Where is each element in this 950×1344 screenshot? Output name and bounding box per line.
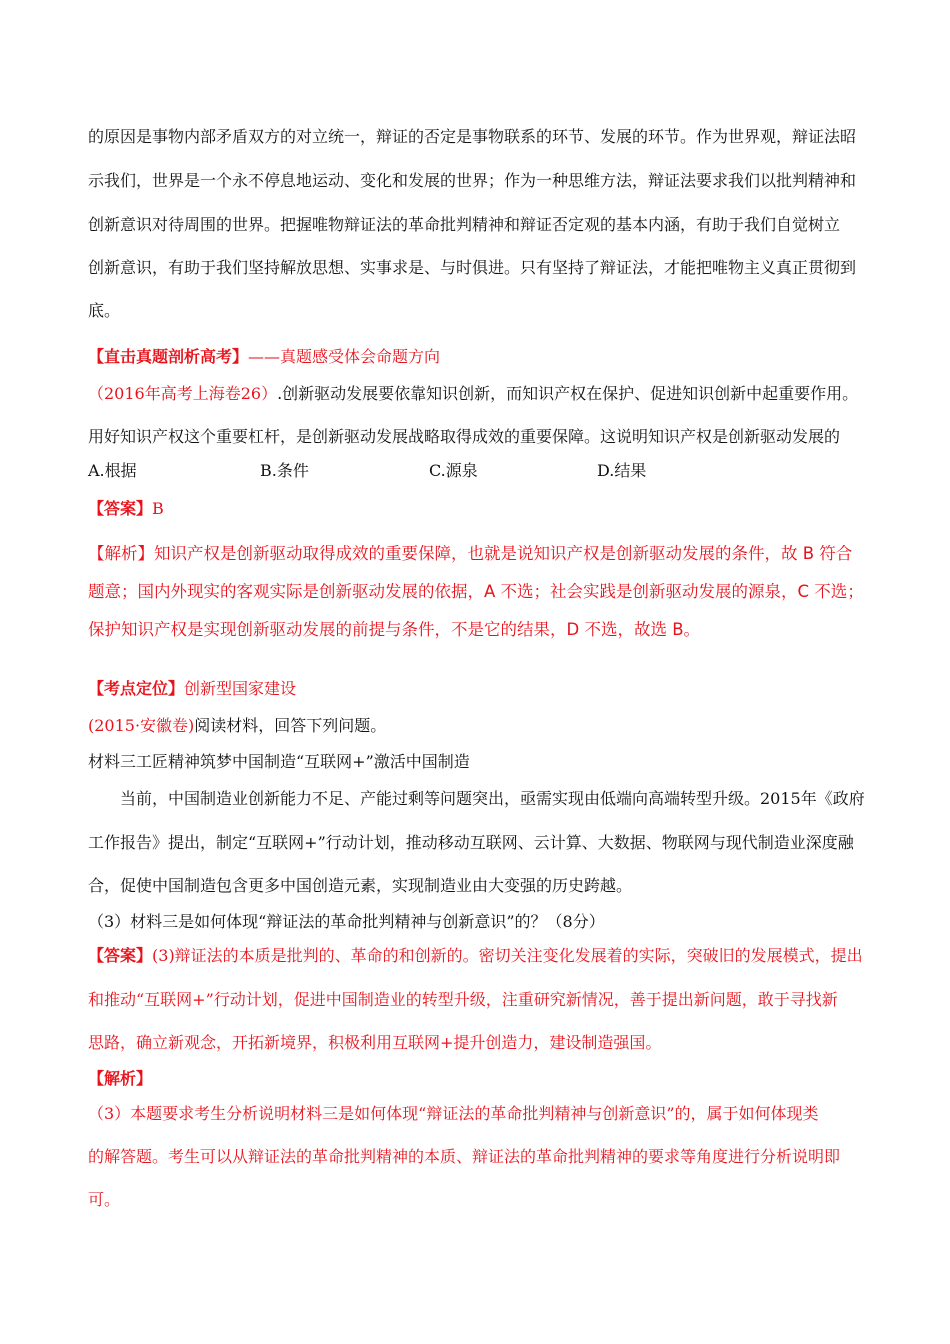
q1-source: （2016年高考上海卷26） xyxy=(88,384,278,403)
q2-analysis-label: 【解析】 xyxy=(88,1069,153,1088)
material-line: 合，促使中国制造包含更多中国创造元素，实现制造业由大变强的历史跨越。 xyxy=(88,876,633,895)
section2-header-topic: 创新型国家建设 xyxy=(184,679,297,698)
q2-analysis-line: 可。 xyxy=(88,1190,121,1209)
q1-answer-label: 【答案】 xyxy=(88,499,153,518)
q1-analysis-line: 题意；国内外现实的客观实际是创新驱动发展的依据，A 不选；社会实践是创新驱动发展的源泉，C 不选； xyxy=(88,582,864,601)
material-title: 材料三工匠精神筑梦中国制造“互联网+”激活中国制造 xyxy=(88,752,470,771)
section2-header-label: 【考点定位】 xyxy=(88,679,185,698)
q1-line2: 用好知识产权这个重要杠杆，是创新驱动发展战略取得成效的重要保障。这说明知识产权是创新驱动发展的 xyxy=(88,427,841,446)
q1-analysis-line: 【解析】知识产权是创新驱动取得成效的重要保障，也就是说知识产权是创新驱动发展的条件，故 B 符合 xyxy=(88,544,853,563)
q2-analysis-line: 的解答题。考生可以从辩证法的革命批判精神的本质、辩证法的革命批判精神的要求等角度进行分析说明即 xyxy=(88,1147,841,1166)
q2-analysis-line: （3）本题要求考生分析说明材料三是如何体现“辩证法的革命批判精神与创新意识”的，属于如何体现类 xyxy=(88,1104,819,1123)
q2-source-line xyxy=(88,715,868,737)
section1-header-label: 【直击真题剖析高考】 xyxy=(88,347,249,366)
q2-answer-line: 思路，确立新观念，开拓新境界，积极利用互联网+提升创造力，建设制造强国。 xyxy=(88,1033,662,1052)
q2-answer-line: 和推动“互联网+”行动计划，促进中国制造业的转型升级，注重研究新情况，善于提出新问题，敢于寻找新 xyxy=(88,990,838,1009)
q2-question: （3）材料三是如何体现“辩证法的革命批判精神与创新意识”的？（8分） xyxy=(88,912,605,931)
option-c: C.源泉 xyxy=(429,461,478,480)
q2-answer-line xyxy=(88,945,868,967)
material-line: 工作报告》提出，制定“互联网+”行动计划，推动移动互联网、云计算、大数据、物联网与现代制造业深度融 xyxy=(88,833,854,852)
option-d: D.结果 xyxy=(597,461,647,480)
intro-line: 底。 xyxy=(88,301,121,320)
material-line: 当前，中国制造业创新能力不足、产能过剩等问题突出，亟需实现由低端向高端转型升级。2015年《政府 xyxy=(120,789,865,808)
intro-line: 创新意识对待周围的世界。把握唯物辩证法的革命批判精神和辩证否定观的基本内涵，有助于我们自觉树立 xyxy=(88,215,841,234)
intro-line: 的原因是事物内部矛盾双方的对立统一，辩证的否定是事物联系的环节、发展的环节。作为世界观，辩证法昭 xyxy=(88,127,857,146)
section2-header xyxy=(88,678,868,700)
q1-answer xyxy=(88,498,868,520)
intro-line: 创新意识，有助于我们坚持解放思想、实事求是、与时俱进。只有坚持了辩证法，才能把唯物主义真正贯彻到 xyxy=(88,258,857,277)
q1-analysis-line: 保护知识产权是实现创新驱动发展的前提与条件，不是它的结果，D 不选，故选 B。 xyxy=(88,620,701,639)
q2-answer-label: 【答案】 xyxy=(88,946,153,965)
intro-line: 示我们，世界是一个永不停息地运动、变化和发展的世界；作为一种思维方法，辩证法要求我们以批判精神和 xyxy=(88,171,857,190)
q1-answer-value: B xyxy=(152,499,164,518)
q1-line1 xyxy=(88,383,868,405)
q1-text: .创新驱动发展要依靠知识创新，而知识产权在保护、促进知识创新中起重要作用。 xyxy=(277,384,859,403)
q2-instruction: 阅读材料，回答下列问题。 xyxy=(194,716,387,735)
option-b: B.条件 xyxy=(260,461,309,480)
section1-header-subtitle: ——真题感受体会命题方向 xyxy=(248,347,441,366)
q2-answer-text: (3)辩证法的本质是批判的、革命的和创新的。密切关注变化发展着的实际，突破旧的发展模式，提出 xyxy=(152,946,863,965)
section1-header xyxy=(88,346,868,368)
option-a: A.根据 xyxy=(88,461,137,480)
q2-source: (2015·安徽卷) xyxy=(88,716,195,735)
